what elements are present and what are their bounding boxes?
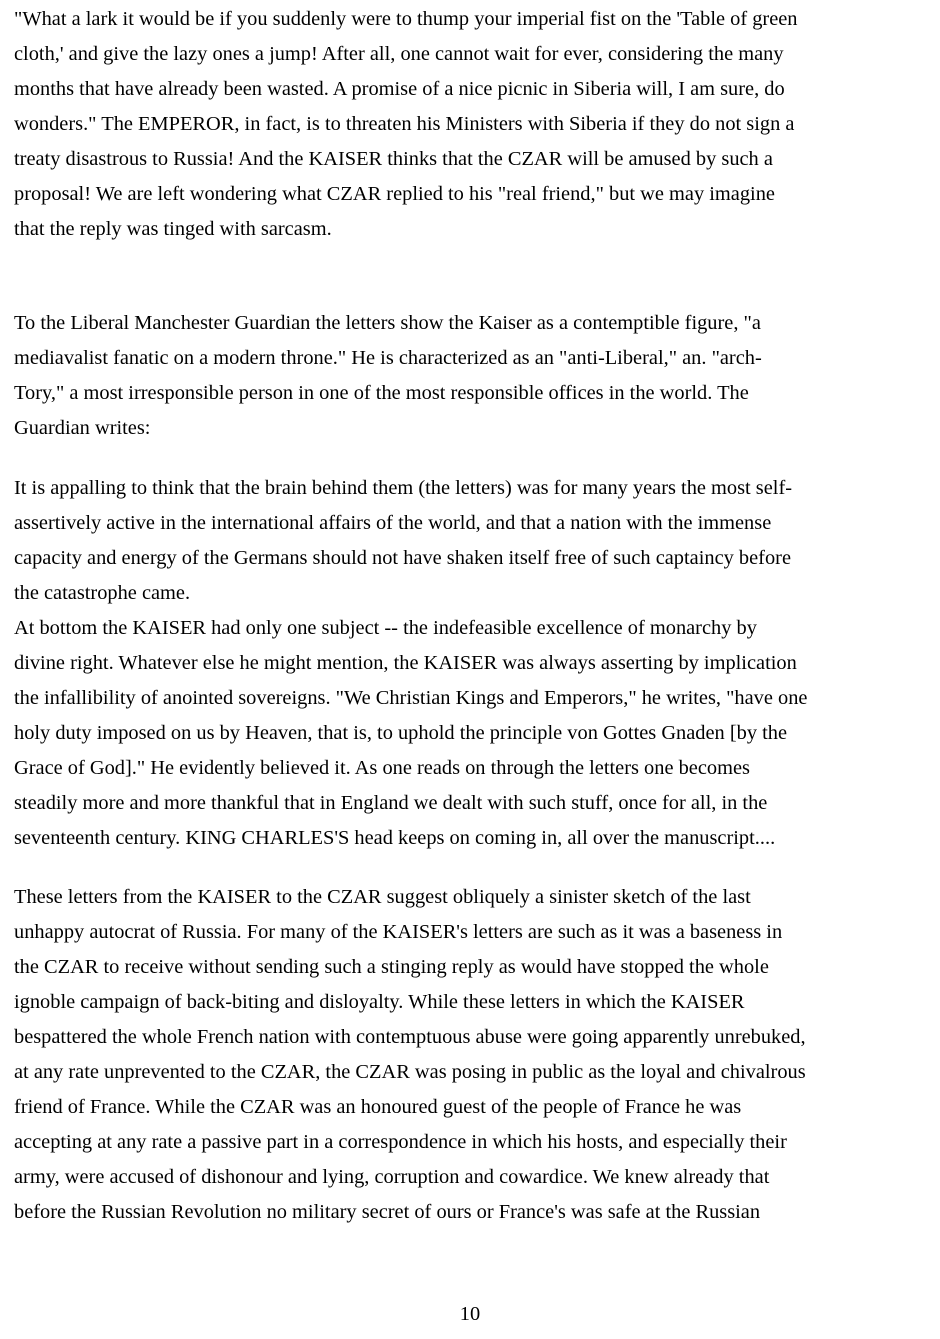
paragraph-guardian-quote: It is appalling to think that the brain behind them (the letters) was for many years the most self- assertively active in the international affairs of the world, and that a nation with the immense capacity and energy of the Germans should not have shaken itself free of such captaincy before the catastrophe came. — [14, 477, 793, 604]
paragraph-kaiser-letter-quote: "What a lark it would be if you suddenly were to thump your imperial fist on the 'Table of green cloth,' and give the lazy ones a jump! After all, one cannot wait for ever, considering the many months that have already been wasted. A promise of a nice picnic in Siberia will, I am sure, do wonders." The EMPEROR, in fact, is to threaten his Ministers with Siberia if they do not sign a treaty disastrous to Russia! And the KAISER thinks that the CZAR will be amused by such a proposal! We are left wondering what CZAR replied to his "real friend," but we may imagine that the reply was tinged with sarcasm. — [14, 8, 798, 240]
page-number: 10 — [459, 1303, 481, 1325]
paragraph-divine-right: At bottom the KAISER had only one subject -- the indefeasible excellence of monarchy by divine right. Whatever else he might mention, the KAISER was always asserting by implication the infallibility of anointed sovereigns. "We Christian Kings and Emperors," he writes, "have one holy duty imposed on us by Heaven, that is, to uphold the principle von Gottes Gnaden [by the Grace of God]." He evidently believed it. As one reads on through the letters one becomes steadily more and more thankful that in England we dealt with such stuff, once for all, in the seventeenth century. KING CHARLES'S head keeps on coming in, all over the manuscript.... — [14, 617, 808, 849]
paragraph-manchester-guardian-intro: To the Liberal Manchester Guardian the letters show the Kaiser as a contemptible figure, "a mediavalist fanatic on a modern throne." He is characterized as an "anti-Liberal," an. "arch- Tory," a most irresponsible person in one of the most responsible offices in the world. The Guardian writes: — [14, 312, 762, 439]
paragraph-czar-sketch: These letters from the KAISER to the CZAR suggest obliquely a sinister sketch of the last unhappy autocrat of Russia. For many of the KAISER's letters are such as it was a baseness in the CZAR to receive without sending such a stinging reply as would have stopped the whole ignoble campaign of back-biting and disloyalty. While these letters in which the KAISER bespattered the whole French nation with contemptuous abuse were going apparently unrebuked, at any rate unprevented to the CZAR, the CZAR was posing in public as the loyal and chivalrous friend of France. While the CZAR was an honoured guest of the people of France he was accepting at any rate a passive part in a correspondence in which his hosts, and especially their army, were accused of dishonour and lying, corruption and cowardice. We knew already that before the Russian Revolution no military secret of ours or France's was safe at the Russian — [14, 886, 806, 1223]
